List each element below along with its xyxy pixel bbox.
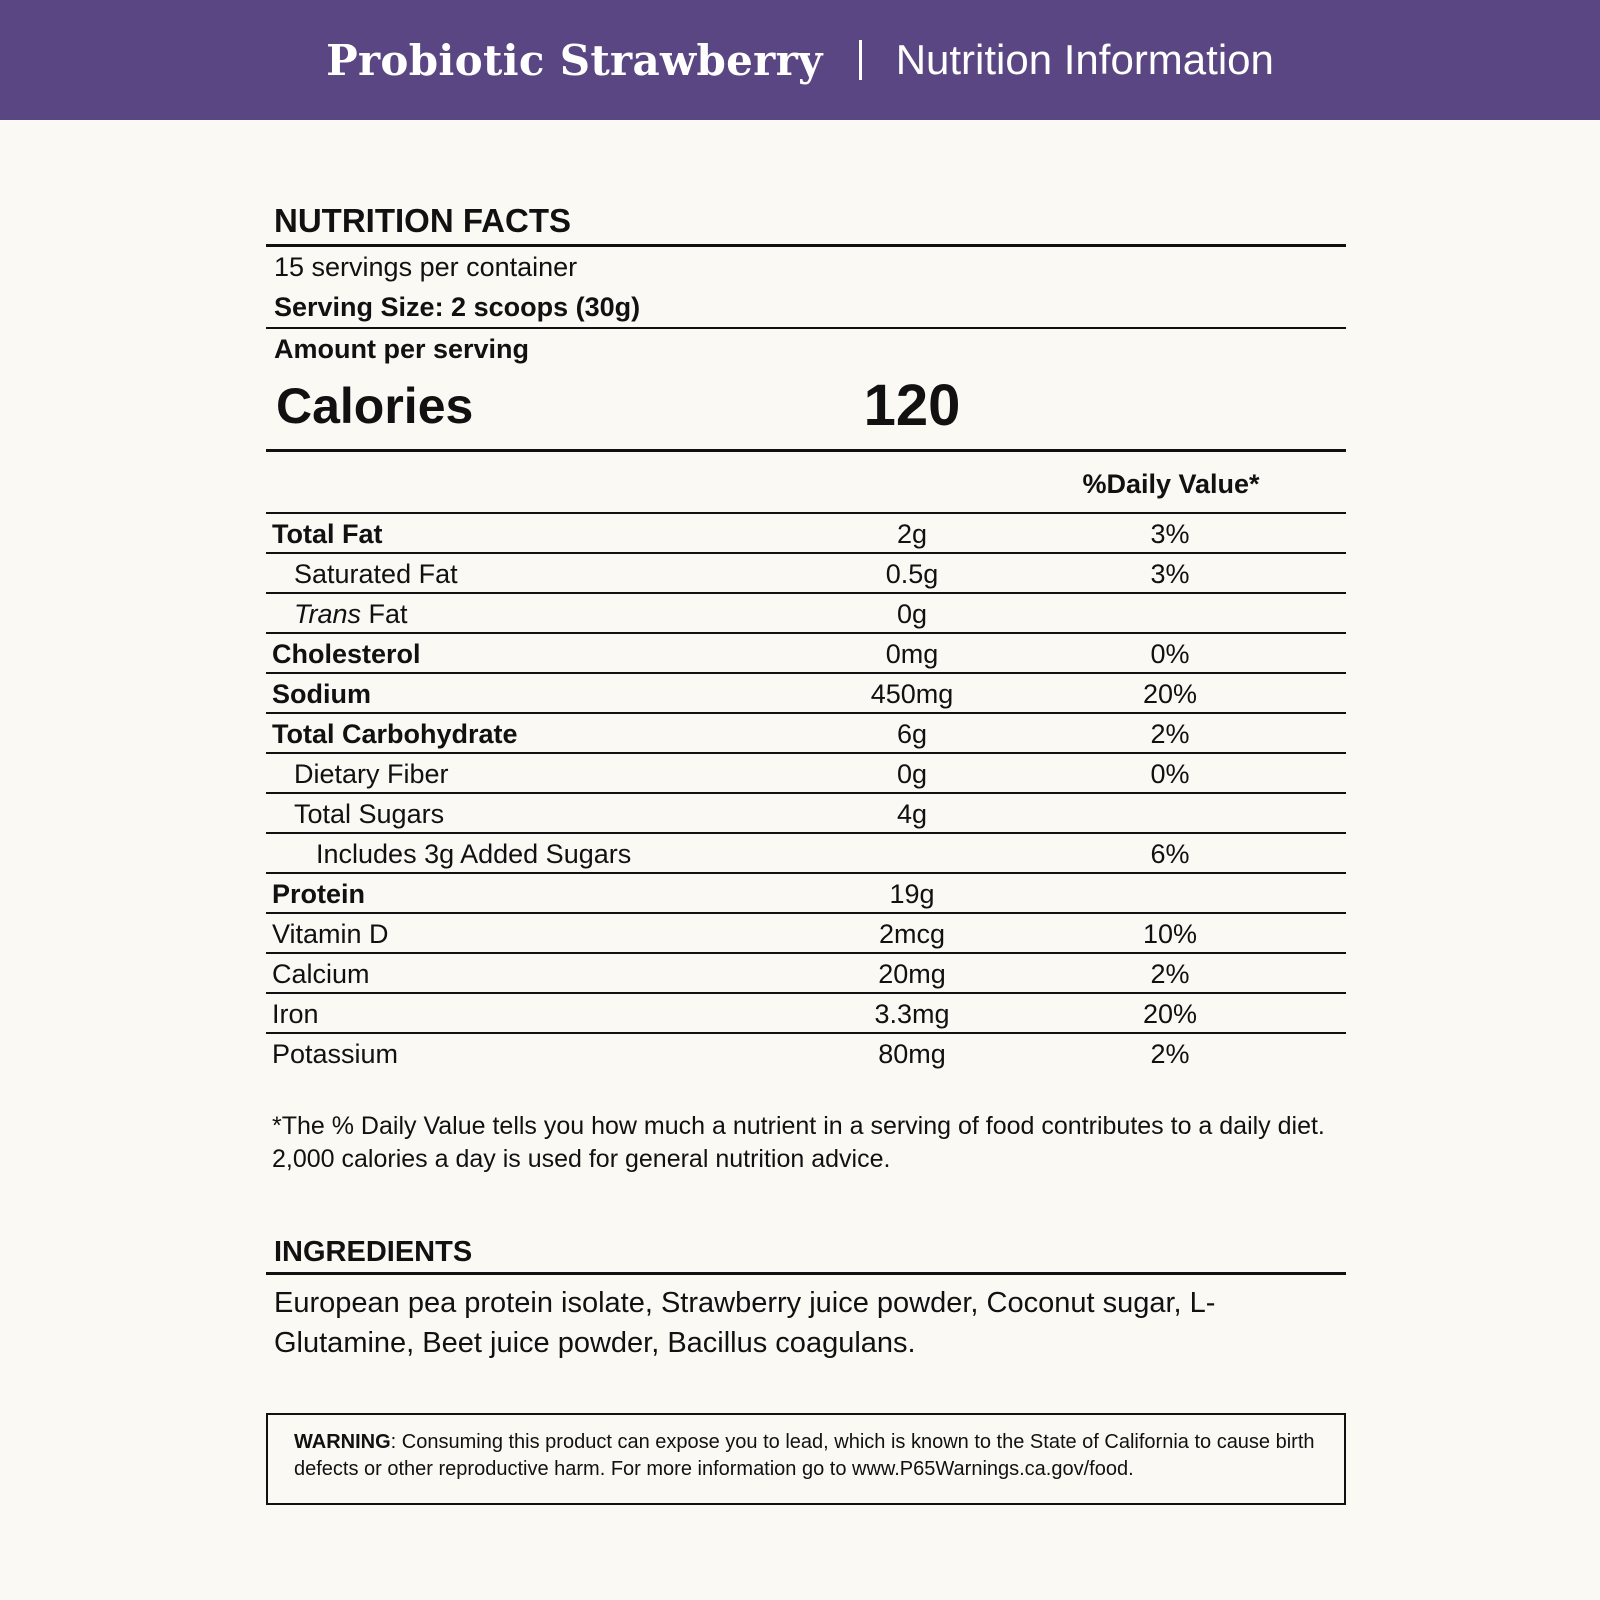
daily-value-footnote: *The % Daily Value tells you how much a nutrient in a serving of food contributes to a daily diet. 2,000 calories a day is used for general nutrition advice.	[272, 1112, 1325, 1173]
daily-value-header: %Daily Value*	[1082, 469, 1260, 499]
nutrient-row-dietary-fiber	[266, 754, 1346, 794]
nutrient-row-saturated-fat	[266, 554, 1346, 594]
nutrition-panel	[266, 198, 1346, 1505]
nutrient-row-added-sugars	[266, 834, 1346, 874]
daily-value-header-row	[266, 452, 1346, 514]
nutrient-daily-value: 2%	[1150, 719, 1190, 749]
nutrient-name: Dietary Fiber	[294, 759, 449, 789]
nutrient-row-protein	[266, 874, 1346, 914]
nutrient-name: Iron	[272, 999, 319, 1029]
nutrient-amount: 4g	[896, 799, 928, 829]
nutrient-amount: 0mg	[885, 639, 939, 669]
nutrient-amount: 6g	[896, 719, 928, 749]
nutrient-row-trans-fat	[266, 594, 1346, 634]
nutrient-name: Calcium	[272, 959, 370, 989]
nutrient-name: Includes 3g Added Sugars	[316, 839, 632, 869]
nutrient-daily-value: 3%	[1150, 519, 1190, 549]
nutrient-row-cholesterol	[266, 634, 1346, 674]
nutrient-name: Total Sugars	[294, 799, 445, 829]
nutrient-row-total-sugars	[266, 794, 1346, 834]
nutrient-name: Sodium	[272, 679, 371, 709]
nutrient-row-potassium	[266, 1034, 1346, 1072]
nutrient-daily-value: 2%	[1150, 959, 1190, 989]
nutrient-amount: 3.3mg	[874, 999, 950, 1029]
header-divider	[859, 40, 862, 80]
nutrient-daily-value: 3%	[1150, 559, 1190, 589]
nutrition-facts-title: NUTRITION FACTS	[266, 198, 1346, 247]
nutrient-daily-value: 0%	[1150, 639, 1190, 669]
nutrient-amount: 0.5g	[885, 559, 939, 589]
nutrient-daily-value: 2%	[1150, 1039, 1190, 1069]
nutrient-row-calcium	[266, 954, 1346, 994]
nutrient-row-total-fat	[266, 514, 1346, 554]
servings-per-container: 15 servings per container	[274, 252, 578, 282]
nutrient-name-rest: Fat	[361, 599, 408, 629]
prop65-warning-box	[266, 1413, 1346, 1505]
product-name: Probiotic Strawberry	[326, 35, 823, 85]
warning-label: WARNING	[294, 1431, 391, 1453]
nutrient-row-sodium	[266, 674, 1346, 714]
nutrient-amount: 0g	[896, 759, 928, 789]
nutrient-amount: 2g	[896, 519, 928, 549]
nutrient-name: Potassium	[272, 1039, 399, 1069]
nutrient-daily-value: 20%	[1142, 679, 1198, 709]
amount-per-serving: Amount per serving	[274, 334, 530, 364]
nutrient-daily-value: 0%	[1150, 759, 1190, 789]
nutrient-daily-value: 6%	[1150, 839, 1190, 869]
calories-label: Calories	[276, 378, 474, 434]
nutrient-name: Cholesterol	[272, 639, 421, 669]
nutrient-name: Saturated Fat	[294, 559, 458, 589]
nutrient-daily-value: 20%	[1142, 999, 1198, 1029]
nutrient-amount: 19g	[889, 879, 935, 909]
header-subtitle: Nutrition Information	[895, 36, 1274, 83]
calories-row	[266, 369, 1346, 452]
nutrient-name: Total Fat	[272, 519, 383, 549]
ingredients-title: INGREDIENTS	[266, 1232, 1346, 1275]
nutrient-daily-value: 10%	[1142, 919, 1198, 949]
nutrient-amount: 20mg	[878, 959, 946, 989]
nutrient-name	[294, 594, 408, 634]
nutrient-name: Protein	[272, 879, 366, 909]
calories-value: 120	[863, 373, 961, 438]
nutrient-amount: 2mcg	[878, 919, 946, 949]
warning-text: : Consuming this product can expose you to lead, which is known to the State of California to cause birth defects or other reproductive harm. For more information go to www.P65Warnings.ca.gov/food.	[294, 1431, 1315, 1480]
nutrient-name: Total Carbohydrate	[272, 719, 518, 749]
page-header	[0, 0, 1600, 120]
nutrient-row-total-carbohydrate	[266, 714, 1346, 754]
nutrient-amount: 80mg	[878, 1039, 946, 1069]
ingredients-text: European pea protein isolate, Strawberry juice powder, Coconut sugar, L-Glutamine, Beet juice powder, Bacillus coagulans.	[274, 1287, 1216, 1359]
nutrient-amount: 450mg	[870, 679, 954, 709]
nutrient-name-italic: Trans	[294, 599, 362, 629]
nutrient-amount: 0g	[896, 599, 928, 629]
serving-size: Serving Size: 2 scoops (30g)	[266, 287, 1346, 329]
nutrient-row-vitamin-d	[266, 914, 1346, 954]
nutrient-name: Vitamin D	[272, 919, 389, 949]
nutrient-row-iron	[266, 994, 1346, 1034]
